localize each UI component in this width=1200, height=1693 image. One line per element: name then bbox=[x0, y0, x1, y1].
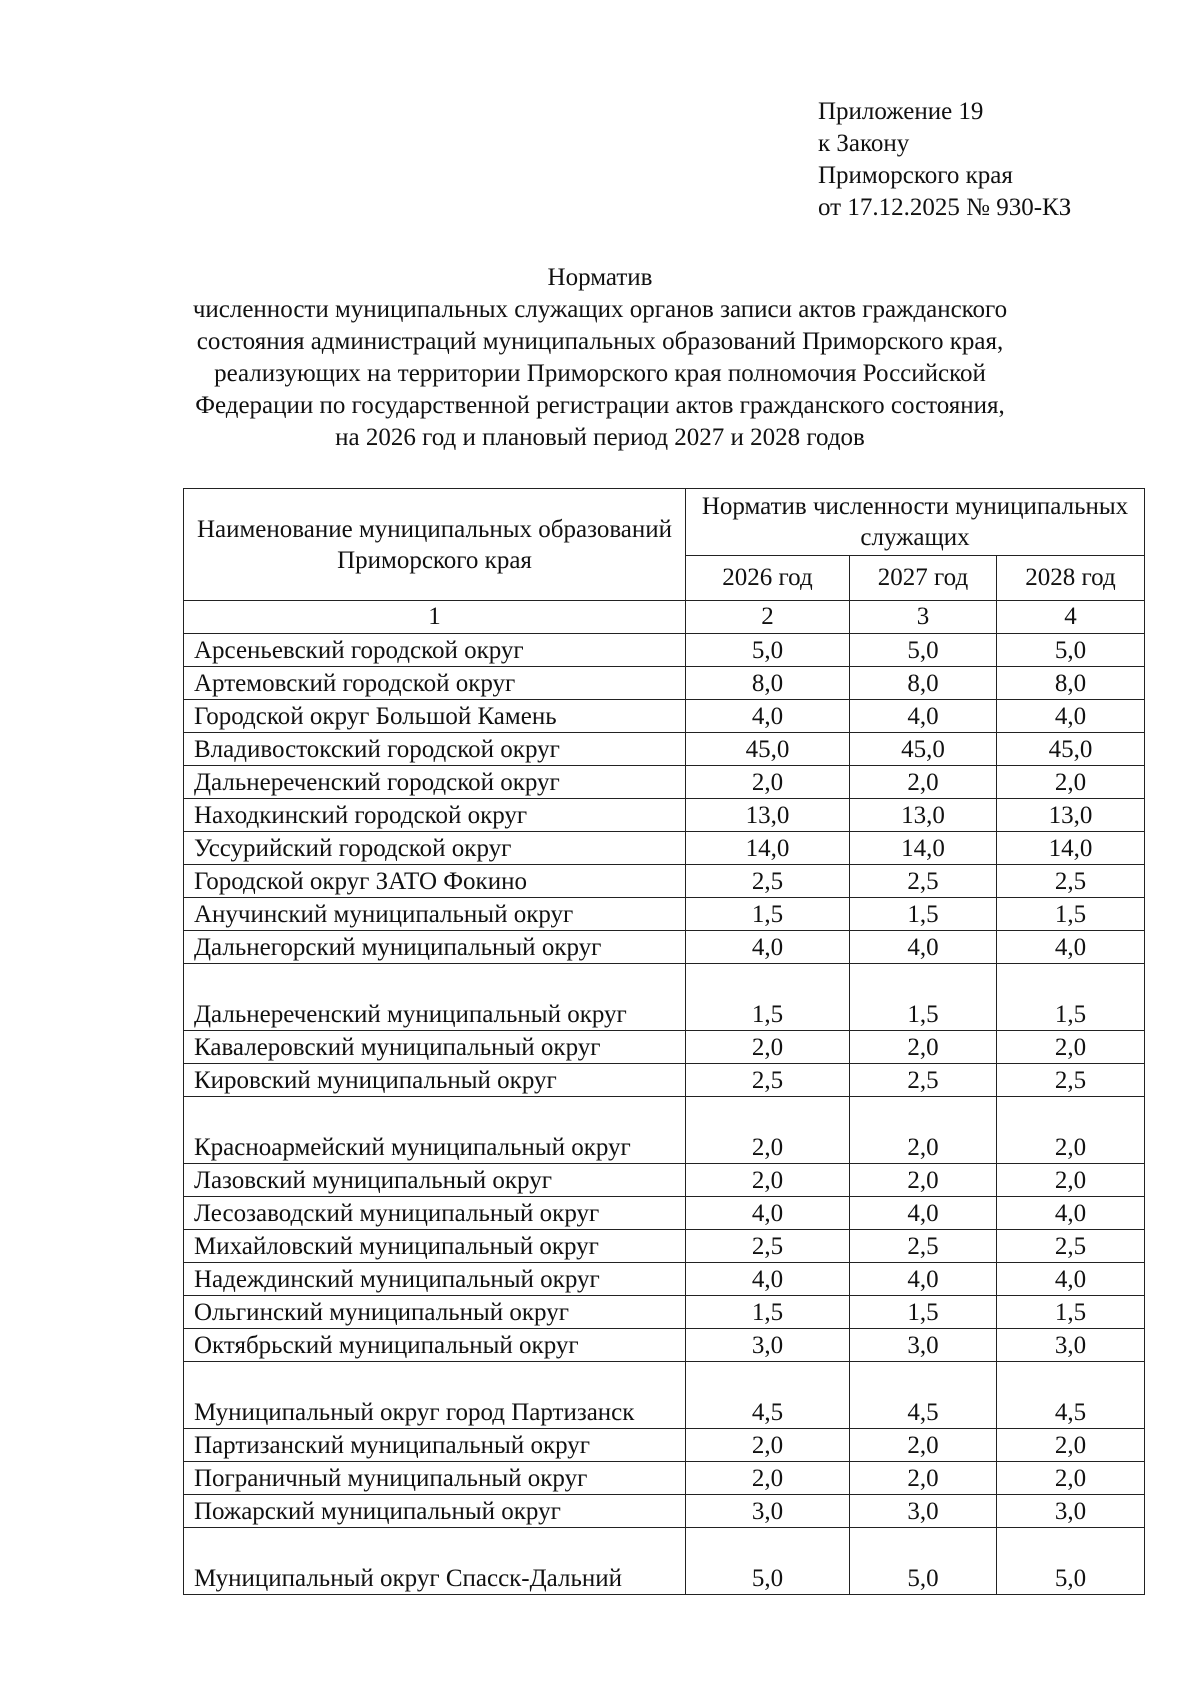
table-row bbox=[184, 1164, 1145, 1197]
document-title bbox=[170, 262, 1030, 454]
norm-2028-cell: 4,5 bbox=[997, 1362, 1145, 1429]
column-number: 4 bbox=[997, 601, 1145, 634]
header-norm-group: Норматив численности муниципальных служащих bbox=[686, 489, 1145, 556]
title-line: численности муниципальных служащих органов записи актов гражданского bbox=[192, 296, 1008, 323]
norm-2027-cell: 2,5 bbox=[850, 865, 997, 898]
norm-2027-cell: 13,0 bbox=[850, 799, 997, 832]
norm-2027-cell: 14,0 bbox=[850, 832, 997, 865]
norm-2026-cell: 2,0 bbox=[686, 766, 850, 799]
norm-2027-cell: 4,0 bbox=[850, 1197, 997, 1230]
norm-2026-cell: 2,5 bbox=[686, 1230, 850, 1263]
norm-2026-cell: 2,0 bbox=[686, 1097, 850, 1164]
norm-2027-cell: 2,0 bbox=[850, 1462, 997, 1495]
table-row bbox=[184, 1097, 1145, 1164]
norm-2027-cell: 2,0 bbox=[850, 766, 997, 799]
table-row bbox=[184, 1462, 1145, 1495]
title-line: Федерации по государственной регистрации актов гражданского состояния, bbox=[195, 392, 1005, 419]
municipality-name-cell: Партизанский муниципальный округ bbox=[184, 1429, 686, 1462]
norm-2027-cell: 2,0 bbox=[850, 1031, 997, 1064]
appendix-line: Приморского края bbox=[818, 162, 1013, 189]
norm-2026-cell: 14,0 bbox=[686, 832, 850, 865]
norm-2026-cell: 2,5 bbox=[686, 1064, 850, 1097]
table-row bbox=[184, 1329, 1145, 1362]
title-line: на 2026 год и плановый период 2027 и 2028 годов bbox=[335, 424, 865, 451]
header-year-2026: 2026 год bbox=[686, 556, 850, 601]
norm-2028-cell: 3,0 bbox=[997, 1329, 1145, 1362]
norm-2026-cell: 3,0 bbox=[686, 1329, 850, 1362]
table-row bbox=[184, 1495, 1145, 1528]
table-row bbox=[184, 1230, 1145, 1263]
table-row bbox=[184, 898, 1145, 931]
municipality-name-cell: Артемовский городской округ bbox=[184, 667, 686, 700]
norm-2028-cell: 2,0 bbox=[997, 766, 1145, 799]
municipality-name-cell: Октябрьский муниципальный округ bbox=[184, 1329, 686, 1362]
table-row bbox=[184, 667, 1145, 700]
municipality-name-cell: Надеждинский муниципальный округ bbox=[184, 1263, 686, 1296]
norm-2026-cell: 1,5 bbox=[686, 898, 850, 931]
appendix-line: к Закону bbox=[818, 130, 910, 157]
norm-2027-cell: 1,5 bbox=[850, 1296, 997, 1329]
norm-2026-cell: 8,0 bbox=[686, 667, 850, 700]
norm-2027-cell: 4,0 bbox=[850, 1263, 997, 1296]
norm-2026-cell: 3,0 bbox=[686, 1495, 850, 1528]
norm-2028-cell: 5,0 bbox=[997, 634, 1145, 667]
norm-2027-cell: 3,0 bbox=[850, 1329, 997, 1362]
municipality-name-cell: Муниципальный округ город Партизанск bbox=[184, 1362, 686, 1429]
municipality-name-cell: Лазовский муниципальный округ bbox=[184, 1164, 686, 1197]
norm-2026-cell: 2,0 bbox=[686, 1031, 850, 1064]
municipality-name-cell: Находкинский городской округ bbox=[184, 799, 686, 832]
norm-2027-cell: 4,0 bbox=[850, 931, 997, 964]
norm-2027-cell: 2,5 bbox=[850, 1064, 997, 1097]
norm-2028-cell: 4,0 bbox=[997, 1197, 1145, 1230]
column-number: 2 bbox=[686, 601, 850, 634]
norm-2028-cell: 5,0 bbox=[997, 1528, 1145, 1595]
table-row bbox=[184, 964, 1145, 1031]
table-row bbox=[184, 1528, 1145, 1595]
norm-2028-cell: 2,5 bbox=[997, 1230, 1145, 1263]
table-row bbox=[184, 1296, 1145, 1329]
column-number: 3 bbox=[850, 601, 997, 634]
table-row bbox=[184, 766, 1145, 799]
norm-2027-cell: 1,5 bbox=[850, 964, 997, 1031]
norm-2027-cell: 45,0 bbox=[850, 733, 997, 766]
norm-2026-cell: 2,0 bbox=[686, 1462, 850, 1495]
municipality-name-cell: Ольгинский муниципальный округ bbox=[184, 1296, 686, 1329]
table-row bbox=[184, 931, 1145, 964]
norm-2027-cell: 8,0 bbox=[850, 667, 997, 700]
table-row bbox=[184, 1031, 1145, 1064]
norm-2027-cell: 5,0 bbox=[850, 634, 997, 667]
norm-2028-cell: 1,5 bbox=[997, 898, 1145, 931]
table-row bbox=[184, 733, 1145, 766]
norm-2027-cell: 2,5 bbox=[850, 1230, 997, 1263]
table-row bbox=[184, 832, 1145, 865]
norm-2027-cell: 1,5 bbox=[850, 898, 997, 931]
norm-2026-cell: 1,5 bbox=[686, 1296, 850, 1329]
norm-2028-cell: 14,0 bbox=[997, 832, 1145, 865]
norm-2026-cell: 2,0 bbox=[686, 1164, 850, 1197]
municipality-name-cell: Городской округ Большой Камень bbox=[184, 700, 686, 733]
appendix-reference bbox=[818, 96, 1071, 224]
header-municipality-name: Наименование муниципальных образований Приморского края bbox=[184, 489, 686, 601]
norm-2026-cell: 2,5 bbox=[686, 865, 850, 898]
municipality-name-cell: Городской округ ЗАТО Фокино bbox=[184, 865, 686, 898]
table-body bbox=[184, 634, 1145, 1595]
appendix-line: от 17.12.2025 № 930-КЗ bbox=[818, 194, 1072, 221]
norm-2028-cell: 4,0 bbox=[997, 700, 1145, 733]
norm-2026-cell: 5,0 bbox=[686, 1528, 850, 1595]
norm-2026-cell: 4,5 bbox=[686, 1362, 850, 1429]
municipality-name-cell: Пожарский муниципальный округ bbox=[184, 1495, 686, 1528]
municipality-name-cell: Дальнереченский муниципальный округ bbox=[184, 964, 686, 1031]
table-row bbox=[184, 1362, 1145, 1429]
municipality-name-cell: Анучинский муниципальный округ bbox=[184, 898, 686, 931]
municipality-name-cell: Владивостокский городской округ bbox=[184, 733, 686, 766]
norm-2028-cell: 2,0 bbox=[997, 1031, 1145, 1064]
table-row bbox=[184, 1263, 1145, 1296]
norm-2026-cell: 5,0 bbox=[686, 634, 850, 667]
norm-2028-cell: 1,5 bbox=[997, 964, 1145, 1031]
norm-2028-cell: 4,0 bbox=[997, 1263, 1145, 1296]
norm-2027-cell: 4,0 bbox=[850, 700, 997, 733]
municipality-name-cell: Лесозаводский муниципальный округ bbox=[184, 1197, 686, 1230]
title-line: Норматив bbox=[547, 264, 653, 291]
norm-2028-cell: 2,5 bbox=[997, 865, 1145, 898]
table-row bbox=[184, 799, 1145, 832]
norm-table bbox=[183, 488, 1145, 1595]
table-row bbox=[184, 865, 1145, 898]
column-number: 1 bbox=[184, 601, 686, 634]
header-year-2028: 2028 год bbox=[997, 556, 1145, 601]
norm-2027-cell: 2,0 bbox=[850, 1097, 997, 1164]
title-line: состояния администраций муниципальных образований Приморского края, bbox=[196, 328, 1004, 355]
table-row bbox=[184, 634, 1145, 667]
norm-2026-cell: 4,0 bbox=[686, 1197, 850, 1230]
norm-2027-cell: 3,0 bbox=[850, 1495, 997, 1528]
norm-2028-cell: 2,0 bbox=[997, 1462, 1145, 1495]
norm-2027-cell: 2,0 bbox=[850, 1429, 997, 1462]
norm-2028-cell: 4,0 bbox=[997, 931, 1145, 964]
appendix-line: Приложение 19 bbox=[818, 98, 984, 125]
municipality-name-cell: Кировский муниципальный округ bbox=[184, 1064, 686, 1097]
norm-2028-cell: 2,5 bbox=[997, 1064, 1145, 1097]
norm-2026-cell: 1,5 bbox=[686, 964, 850, 1031]
norm-2026-cell: 4,0 bbox=[686, 700, 850, 733]
municipality-name-cell: Дальнегорский муниципальный округ bbox=[184, 931, 686, 964]
municipality-name-cell: Михайловский муниципальный округ bbox=[184, 1230, 686, 1263]
norm-2028-cell: 2,0 bbox=[997, 1429, 1145, 1462]
table-row bbox=[184, 1064, 1145, 1097]
header-year-2027: 2027 год bbox=[850, 556, 997, 601]
norm-2028-cell: 2,0 bbox=[997, 1164, 1145, 1197]
title-line: реализующих на территории Приморского края полномочия Российской bbox=[214, 360, 986, 387]
norm-2028-cell: 8,0 bbox=[997, 667, 1145, 700]
table-row bbox=[184, 700, 1145, 733]
table-row bbox=[184, 1429, 1145, 1462]
norm-2027-cell: 2,0 bbox=[850, 1164, 997, 1197]
norm-2026-cell: 13,0 bbox=[686, 799, 850, 832]
norm-2026-cell: 4,0 bbox=[686, 1263, 850, 1296]
municipality-name-cell: Муниципальный округ Спасск-Дальний bbox=[184, 1528, 686, 1595]
norm-2028-cell: 45,0 bbox=[997, 733, 1145, 766]
norm-2027-cell: 5,0 bbox=[850, 1528, 997, 1595]
municipality-name-cell: Пограничный муниципальный округ bbox=[184, 1462, 686, 1495]
norm-2026-cell: 45,0 bbox=[686, 733, 850, 766]
norm-2028-cell: 3,0 bbox=[997, 1495, 1145, 1528]
norm-2028-cell: 1,5 bbox=[997, 1296, 1145, 1329]
norm-2026-cell: 4,0 bbox=[686, 931, 850, 964]
norm-2026-cell: 2,0 bbox=[686, 1429, 850, 1462]
norm-2028-cell: 2,0 bbox=[997, 1097, 1145, 1164]
norm-2027-cell: 4,5 bbox=[850, 1362, 997, 1429]
municipality-name-cell: Дальнереченский городской округ bbox=[184, 766, 686, 799]
norm-2028-cell: 13,0 bbox=[997, 799, 1145, 832]
table-row bbox=[184, 1197, 1145, 1230]
municipality-name-cell: Кавалеровский муниципальный округ bbox=[184, 1031, 686, 1064]
municipality-name-cell: Арсеньевский городской округ bbox=[184, 634, 686, 667]
municipality-name-cell: Уссурийский городской округ bbox=[184, 832, 686, 865]
municipality-name-cell: Красноармейский муниципальный округ bbox=[184, 1097, 686, 1164]
